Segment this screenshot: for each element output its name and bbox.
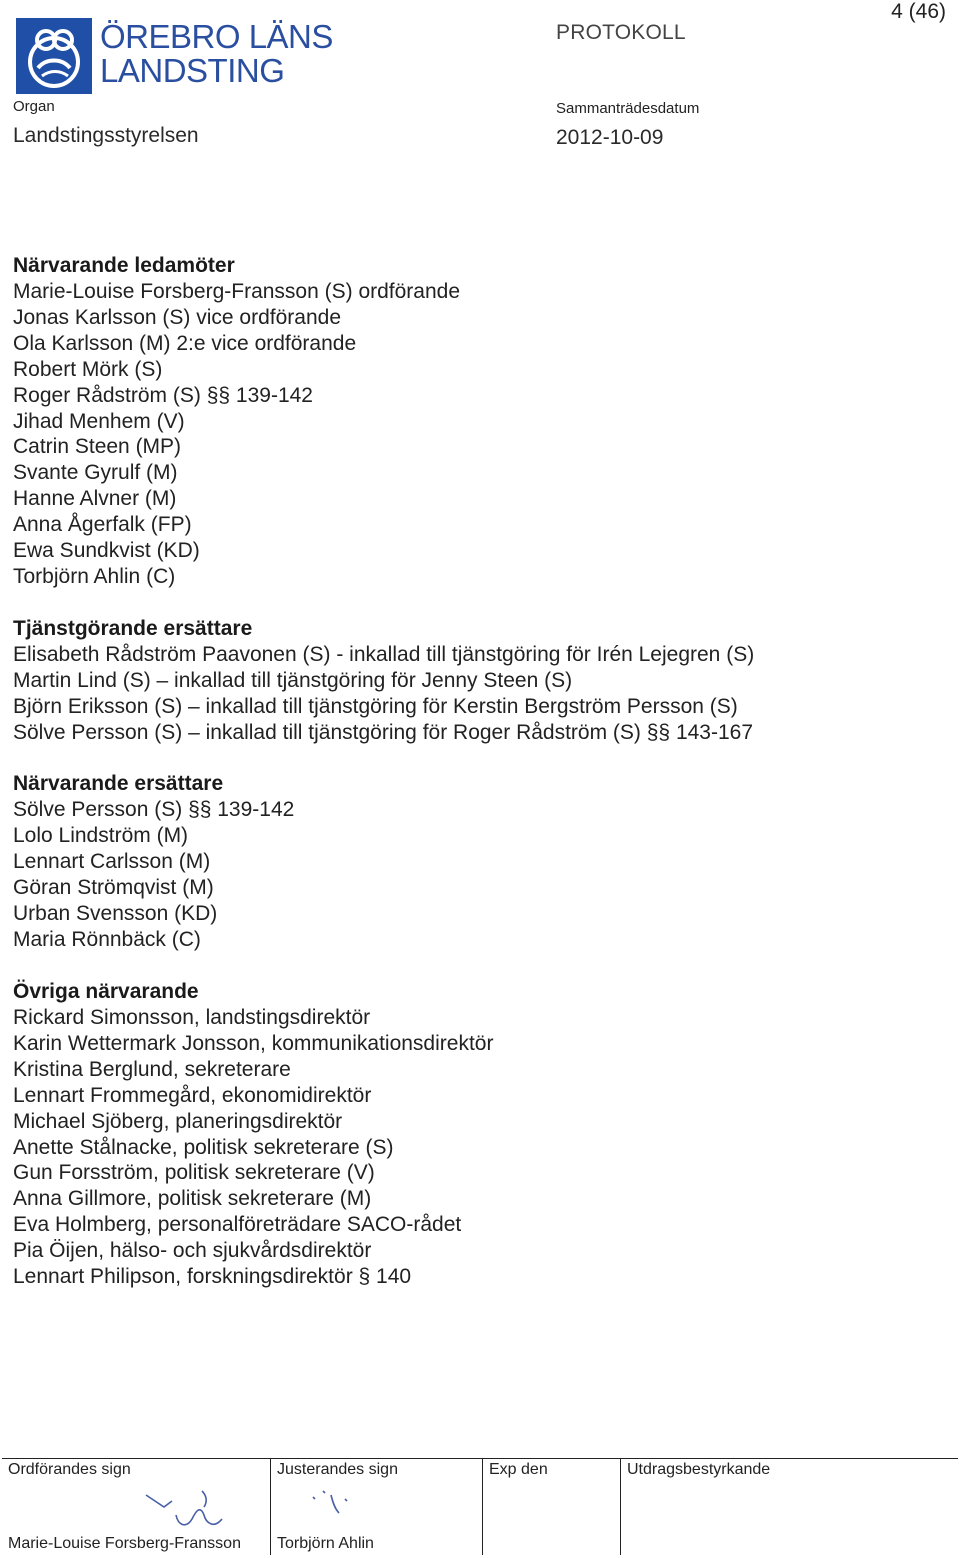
list-item: Anette Stålnacke, politisk sekreterare (S) — [13, 1135, 394, 1159]
list-item: Lolo Lindström (M) — [13, 823, 189, 847]
exp-cell — [482, 1459, 621, 1555]
list-item: Roger Rådström (S) §§ 139-142 — [13, 383, 313, 407]
list-item: Catrin Steen (MP) — [13, 435, 182, 459]
list-item: Svante Gyrulf (M) — [13, 461, 178, 485]
member-list — [13, 279, 460, 590]
list-item: Robert Mörk (S) — [13, 357, 163, 381]
list-item: Gun Forsström, politisk sekreterare (V) — [13, 1161, 375, 1185]
adjuster-name: Torbjörn Ahlin — [277, 1535, 374, 1552]
list-item: Michael Sjöberg, planeringsdirektör — [13, 1109, 343, 1133]
page-number: 4 (46) — [891, 0, 946, 23]
list-item: Anna Gillmore, politisk sekreterare (M) — [13, 1187, 372, 1211]
list-item: Kristina Berglund, sekreterare — [13, 1057, 291, 1081]
list-item: Urban Svensson (KD) — [13, 901, 218, 925]
excerpt-cell — [620, 1459, 959, 1555]
list-item: Lennart Carlsson (M) — [13, 849, 211, 873]
list-item: Marie-Louise Forsberg-Fransson (S) ordförande — [13, 280, 461, 303]
section-heading: Närvarande ersättare — [13, 772, 224, 795]
list-item: Elisabeth Rådström Paavonen (S) - inkallad till tjänstgöring för Irén Lejegren (S) — [13, 643, 755, 666]
list-item: Ewa Sundkvist (KD) — [13, 539, 200, 563]
signature-table — [2, 1458, 958, 1555]
list-item: Ola Karlsson (M) 2:e vice ordförande — [13, 331, 357, 355]
list-item: Lennart Frommegård, ekonomidirektör — [13, 1083, 372, 1107]
list-item: Rickard Simonsson, landstingsdirektör — [13, 1006, 371, 1029]
org-name-line1: ÖREBRO LÄNS — [100, 18, 333, 55]
section-heading: Tjänstgörande ersättare — [13, 617, 253, 640]
landsting-logo-icon — [16, 18, 92, 94]
date-value: 2012-10-09 — [556, 126, 664, 149]
chair-name: Marie-Louise Forsberg-Fransson — [8, 1535, 241, 1552]
list-item: Karin Wettermark Jonsson, kommunikationsdirektör — [13, 1031, 494, 1055]
substitute-list — [13, 642, 754, 746]
list-item: Sölve Persson (S) §§ 139-142 — [13, 798, 295, 821]
list-item: Björn Eriksson (S) – inkallad till tjänstgöring för Kerstin Bergström Persson (S) — [13, 694, 738, 718]
exp-label: Exp den — [489, 1461, 548, 1478]
list-item: Göran Strömqvist (M) — [13, 875, 214, 899]
list-item: Jihad Menhem (V) — [13, 409, 185, 433]
org-name-line2: LANDSTING — [100, 52, 285, 89]
section-present-substitutes — [13, 771, 294, 952]
chair-sign-label: Ordförandes sign — [8, 1461, 131, 1478]
present-substitute-list — [13, 797, 294, 952]
others-list — [13, 1005, 493, 1290]
section-members — [13, 253, 460, 590]
section-serving-substitutes — [13, 616, 754, 746]
organ-label: Organ — [13, 98, 55, 115]
list-item: Hanne Alvner (M) — [13, 487, 177, 511]
organ-value: Landstingsstyrelsen — [13, 124, 199, 147]
list-item: Lennart Philipson, forskningsdirektör § 140 — [13, 1265, 412, 1289]
list-item: Maria Rönnbäck (C) — [13, 927, 201, 951]
document-type: PROTOKOLL — [556, 21, 686, 44]
section-heading: Närvarande ledamöter — [13, 254, 235, 277]
adjuster-sign-cell — [270, 1459, 483, 1555]
date-label: Sammanträdesdatum — [556, 100, 700, 117]
org-name — [100, 20, 333, 88]
list-item: Pia Öijen, hälso- och sjukvårdsdirektör — [13, 1239, 372, 1263]
list-item: Anna Ågerfalk (FP) — [13, 513, 192, 537]
list-item: Eva Holmberg, personalföreträdare SACO-rådet — [13, 1213, 462, 1237]
chair-sign-cell — [2, 1459, 270, 1555]
logo-graphic — [16, 18, 92, 94]
list-item: Jonas Karlsson (S) vice ordförande — [13, 305, 341, 329]
list-item: Sölve Persson (S) – inkallad till tjänstgöring för Roger Rådström (S) §§ 143-167 — [13, 720, 754, 744]
adjuster-sign-label: Justerandes sign — [277, 1461, 398, 1478]
section-others-present — [13, 979, 493, 1290]
adjuster-signature-scribble — [307, 1483, 367, 1523]
list-item: Martin Lind (S) – inkallad till tjänstgöring för Jenny Steen (S) — [13, 668, 573, 692]
excerpt-label: Utdragsbestyrkande — [627, 1461, 771, 1478]
list-item: Torbjörn Ahlin (C) — [13, 564, 176, 588]
section-heading: Övriga närvarande — [13, 980, 199, 1003]
chair-signature-scribble — [142, 1485, 252, 1537]
